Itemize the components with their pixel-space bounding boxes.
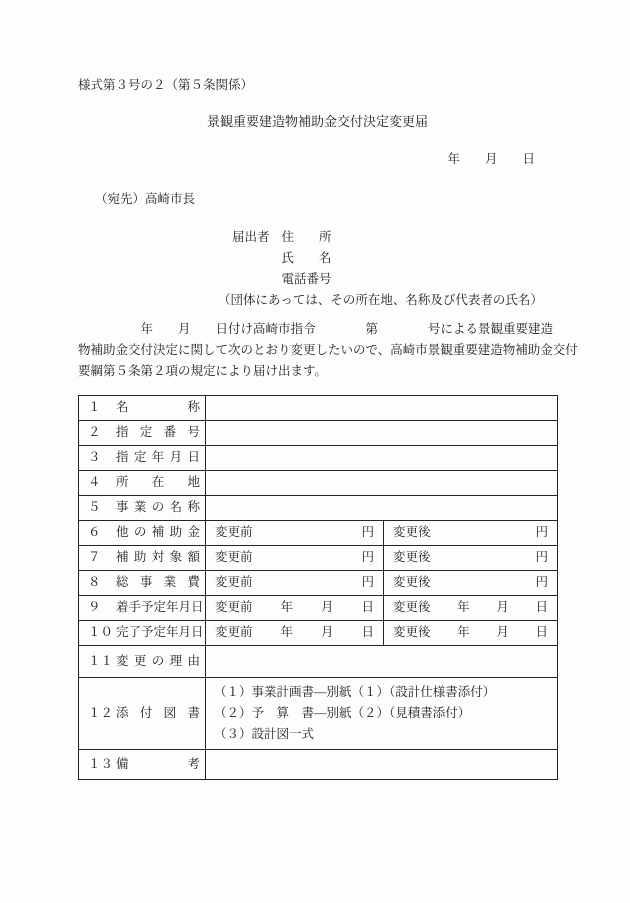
date-unit-month: 月 <box>320 625 334 640</box>
row-header-cell <box>79 749 206 779</box>
after-label: 変更後 <box>393 550 431 565</box>
table-row <box>79 620 558 645</box>
row-number: ６ <box>88 525 101 540</box>
row-header-cell <box>79 677 206 749</box>
before-amount-cell <box>206 545 384 570</box>
after-amount-cell <box>384 570 558 595</box>
body-paragraph-line: 年 月 日付け高崎市指令 第 号による景観重要建造 <box>78 321 554 336</box>
row-number: １０ <box>88 625 114 640</box>
row-label: 備考 <box>116 756 200 771</box>
row-label: 他の補助金 <box>116 525 200 540</box>
attachment-item: （１）事業計画書―別紙（１）（設計仕様書添付） <box>214 684 496 699</box>
before-label: 変更前 <box>215 575 253 590</box>
row-header-cell <box>79 420 206 445</box>
row-label: 名称 <box>116 400 200 415</box>
row-number: １１ <box>88 653 114 668</box>
row-header-cell <box>79 595 206 620</box>
date-unit-day: 日 <box>361 625 374 640</box>
applicant-label: 届出者 <box>232 229 270 244</box>
table-row <box>79 470 558 495</box>
date-unit-year: 年 <box>457 625 470 640</box>
after-label: 変更後 <box>393 600 431 615</box>
addressee-line: （宛先）高崎市長 <box>95 191 196 206</box>
date-unit-day: 日 <box>535 625 548 640</box>
row-number: ２ <box>88 425 101 440</box>
row-header-cell <box>79 470 206 495</box>
before-amount-cell <box>206 570 384 595</box>
date-unit-month: 月 <box>496 600 509 615</box>
body-paragraph <box>78 319 578 382</box>
before-label: 変更前 <box>215 525 253 540</box>
row-number: １２ <box>88 705 114 720</box>
currency-unit: 円 <box>361 525 374 540</box>
applicant-block <box>232 227 557 290</box>
table-row <box>79 570 558 595</box>
row-number: ４ <box>88 475 101 490</box>
after-amount-cell <box>384 520 558 545</box>
value-cell-empty <box>206 420 558 445</box>
row-header-cell <box>79 645 206 677</box>
value-cell-empty <box>206 445 558 470</box>
currency-unit: 円 <box>361 550 374 565</box>
row-label: 事業の名称 <box>116 500 200 515</box>
value-cell-empty <box>206 749 558 779</box>
date-unit-month: 月 <box>320 600 334 615</box>
form-number: 様式第３号の２（第５条関係） <box>78 78 254 92</box>
applicant-note: （団体にあっては、その所在地、名称及び代表者の氏名） <box>218 292 543 307</box>
date-unit-year: 年 <box>280 625 293 640</box>
table-row <box>79 545 558 570</box>
row-header-cell <box>79 520 206 545</box>
date-line: 年 月 日 <box>447 151 535 166</box>
currency-unit: 円 <box>535 575 548 590</box>
after-date-cell <box>384 595 558 620</box>
attachments-cell <box>206 677 558 749</box>
applicant-phone-field: 電話番号 <box>281 271 332 286</box>
table-row <box>79 677 558 749</box>
row-number: ３ <box>88 450 101 465</box>
row-label: 添付図書 <box>116 705 200 720</box>
table-row <box>79 495 558 520</box>
attachment-item: （３）設計図一式 <box>214 726 315 741</box>
date-unit-month: 月 <box>496 625 509 640</box>
date-unit-day: 日 <box>361 600 374 615</box>
before-date-cell <box>206 595 384 620</box>
before-label: 変更前 <box>215 600 253 615</box>
after-amount-cell <box>384 545 558 570</box>
attachment-item: （２）予 算 書―別紙（２）（見積書添付） <box>214 705 471 720</box>
row-header-cell <box>79 620 206 645</box>
value-cell-empty <box>206 470 558 495</box>
row-label: 所在地 <box>116 475 200 490</box>
row-number: ５ <box>88 500 101 515</box>
body-paragraph-line: 要綱第５条第２項の規定により届け出ます。 <box>78 363 328 378</box>
after-date-cell <box>384 620 558 645</box>
table-row <box>79 420 558 445</box>
currency-unit: 円 <box>535 550 548 565</box>
date-unit-day: 日 <box>535 600 548 615</box>
value-cell-empty <box>206 645 558 677</box>
value-cell-empty <box>206 395 558 420</box>
currency-unit: 円 <box>361 575 374 590</box>
row-header-cell <box>79 570 206 595</box>
after-label: 変更後 <box>393 575 431 590</box>
table-row <box>79 749 558 779</box>
row-label: 指定年月日 <box>116 450 200 465</box>
before-amount-cell <box>206 520 384 545</box>
page-title: 景観重要建造物補助金交付決定変更届 <box>206 114 428 129</box>
applicant-name-field: 氏 名 <box>281 250 332 265</box>
table-row <box>79 595 558 620</box>
row-header-cell <box>79 495 206 520</box>
table-row <box>79 395 558 420</box>
row-label: 指定番号 <box>116 425 200 440</box>
before-label: 変更前 <box>215 550 253 565</box>
table-row <box>79 520 558 545</box>
applicant-address-field: 住 所 <box>281 229 332 244</box>
date-unit-year: 年 <box>280 600 293 615</box>
form-table-body <box>79 395 558 779</box>
row-label: 補助対象額 <box>116 550 200 565</box>
row-header-cell <box>79 395 206 420</box>
row-label: 着手予定年月日 <box>116 600 204 615</box>
applicant-fields <box>282 227 332 290</box>
before-label: 変更前 <box>215 625 253 640</box>
row-label: 完了予定年月日 <box>116 625 204 640</box>
row-header-cell <box>79 545 206 570</box>
row-label: 変更の理由 <box>116 653 200 668</box>
date-unit-year: 年 <box>457 600 470 615</box>
row-number: ８ <box>88 575 101 590</box>
currency-unit: 円 <box>535 525 548 540</box>
row-header-cell <box>79 445 206 470</box>
row-number: １ <box>88 400 101 415</box>
value-cell-empty <box>206 495 558 520</box>
before-date-cell <box>206 620 384 645</box>
table-row <box>79 645 558 677</box>
form-table <box>78 395 558 780</box>
row-number: ９ <box>88 600 101 615</box>
row-number: １３ <box>88 756 114 771</box>
row-label: 総事業費 <box>116 575 200 590</box>
row-number: ７ <box>88 550 101 565</box>
after-label: 変更後 <box>393 525 431 540</box>
body-paragraph-line: 物補助金交付決定に関して次のとおり変更したいので、高崎市景観重要建造物補助金交付 <box>78 342 578 357</box>
table-row <box>79 445 558 470</box>
after-label: 変更後 <box>393 625 431 640</box>
